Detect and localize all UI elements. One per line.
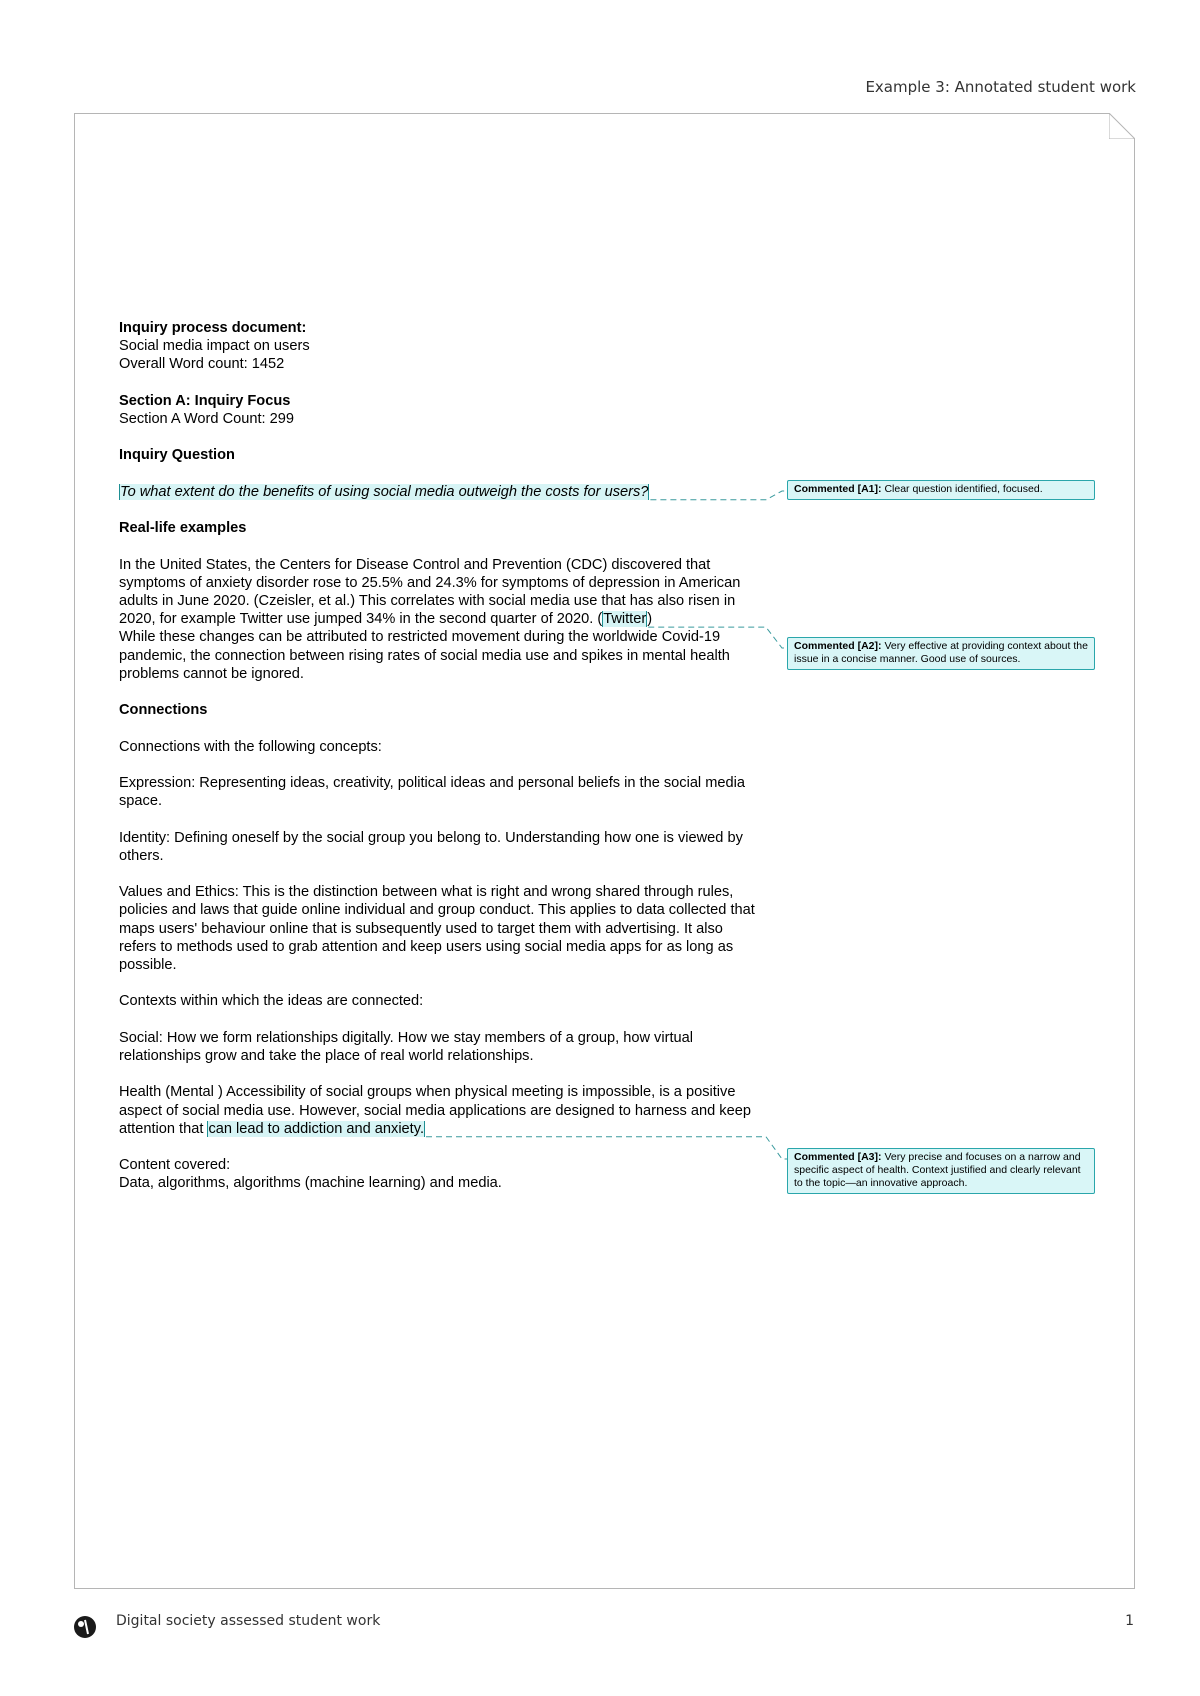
footer-text: Digital society assessed student work	[116, 1613, 381, 1629]
doc-subtitle: Social media impact on users	[119, 338, 310, 355]
inquiry-question-text[interactable]: To what extent do the benefits of using social media outweigh the costs for users?	[120, 483, 649, 500]
comment-label: Commented [A3]:	[794, 1151, 882, 1163]
comment-connector-lines	[75, 114, 1136, 1590]
comment-label: Commented [A1]:	[794, 483, 882, 495]
comment-connector-2	[648, 627, 788, 648]
real-life-paragraph-2: While these changes can be attributed to restricted movement during the worldwide Covid-19 pandemic, the connection between rising rates of social media use and spikes in mental health problems cannot be ignored.	[119, 629, 730, 682]
content-covered-text: Data, algorithms, algorithms (machine learning) and media.	[119, 1175, 502, 1192]
real-life-heading: Real-life examples	[119, 520, 247, 537]
context-social: Social: How we form relationships digitally. How we stay members of a group, how virtual relationships grow and take the place of real world relationships.	[119, 1029, 693, 1064]
connections-intro: Connections with the following concepts:	[119, 738, 382, 755]
concept-identity: Identity: Defining oneself by the social group you belong to. Understanding how one is viewed by others.	[119, 829, 743, 864]
real-life-text-end: )	[647, 611, 653, 628]
comment-text: Very precise and focuses on a narrow and specific aspect of health. Context justified and clearly relevant to the topic—an innovative approach.	[794, 1151, 1081, 1189]
addiction-anxiety-highlight[interactable]: can lead to addiction and anxiety.	[208, 1120, 424, 1137]
concept-expression: Expression: Representing ideas, creativity, political ideas and personal beliefs in the social media space.	[119, 774, 745, 810]
twitter-citation-highlight[interactable]: Twitter	[603, 611, 647, 628]
inquiry-question-heading: Inquiry Question	[119, 447, 235, 464]
comment-connector-3	[426, 1137, 788, 1159]
ib-logo-icon	[72, 1614, 98, 1640]
document-page	[74, 113, 1135, 1589]
comment-connector-1	[650, 491, 788, 500]
context-health-text: Health (Mental ) Accessibility of social groups when physical meeting is impossible, is a positive aspect of social media use. However, social media applications are designed to harness and keep attention that	[119, 1084, 751, 1137]
content-covered-label: Content covered:	[119, 1157, 231, 1174]
real-life-text: In the United States, the Centers for Disease Control and Prevention (CDC) discovered that symptoms of anxiety disorder rose to 25.5% and 24.3% for symptoms of depression in American adults in June 2020. (Czeisler, et al.) This correlates with social media use that has also risen in 2020, for example Twitter use jumped 34% in the second quarter of 2020. (	[119, 556, 741, 628]
doc-title: Inquiry process document:	[119, 320, 307, 336]
comment-label: Commented [A2]:	[794, 640, 882, 652]
page-number: 1	[1125, 1613, 1134, 1629]
comment-text: Clear question identified, focused.	[884, 483, 1043, 495]
contexts-intro: Contexts within which the ideas are connected:	[119, 993, 424, 1010]
comment-text: Very effective at providing context about the issue in a concise manner. Good use of sources.	[794, 640, 1088, 665]
connections-heading: Connections	[119, 702, 208, 719]
section-a-word-count: Section A Word Count: 299	[119, 411, 294, 427]
section-a-heading: Section A: Inquiry Focus	[119, 392, 291, 409]
doc-word-count: Overall Word count: 1452	[119, 356, 285, 373]
running-header-title: Example 3: Annotated student work	[865, 78, 1136, 96]
concept-values-ethics: Values and Ethics: This is the distinction between what is right and wrong shared through rules, policies and laws that guide online individual and group conduct. This applies to data collected that maps users' behaviour online that is subsequently used to target them with advertising. It also refers to methods used to grab attention and keep users using social media apps for as long as possible.	[119, 884, 755, 973]
